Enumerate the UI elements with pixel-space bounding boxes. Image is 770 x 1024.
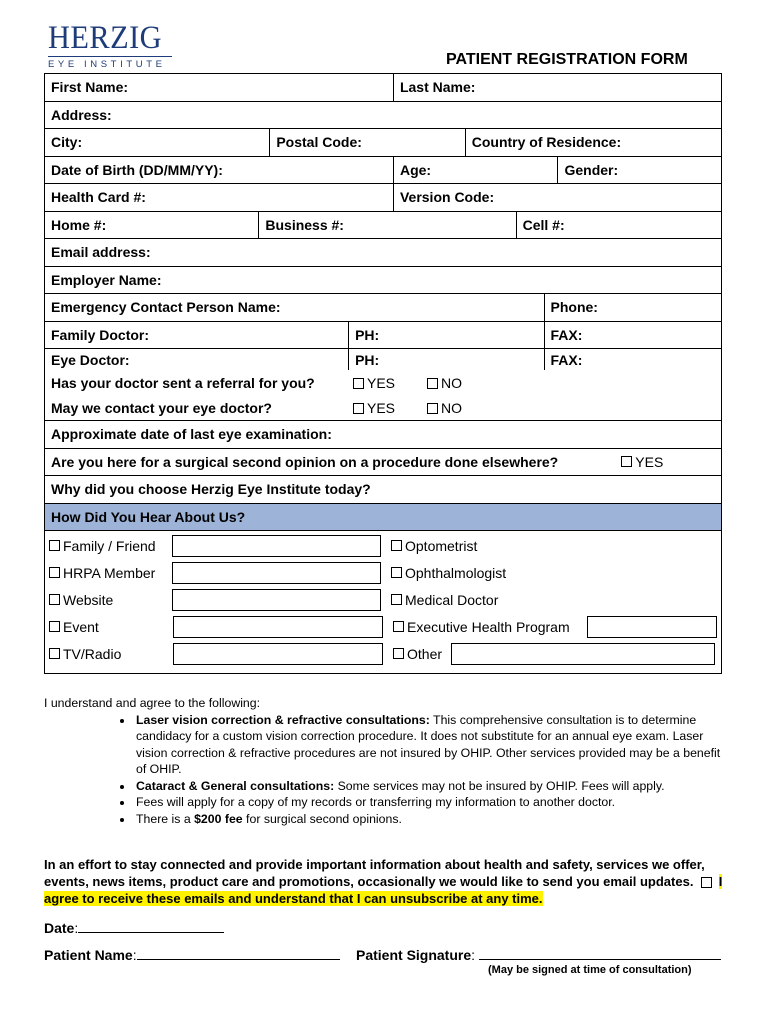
checkbox-icon	[49, 540, 60, 551]
checkbox-icon	[391, 567, 402, 578]
date-underline	[78, 920, 224, 933]
yes-label: YES	[367, 375, 396, 391]
employer-field[interactable]	[45, 267, 721, 294]
checkbox-icon	[353, 403, 364, 414]
hear-input-tv-radio[interactable]	[173, 643, 383, 665]
patient-signature-underline	[479, 947, 721, 960]
logo-subtitle: EYE INSTITUTE	[48, 59, 166, 70]
checkbox-icon	[393, 648, 404, 659]
row-last-exam	[45, 421, 721, 449]
hear-row	[45, 586, 721, 613]
home-phone-label: Home #:	[51, 216, 107, 233]
hear-option-label: Website	[63, 591, 114, 608]
row-city	[45, 129, 721, 157]
email-notice	[44, 856, 734, 907]
country-field[interactable]	[465, 129, 721, 156]
eye-doctor-ph-label: PH:	[355, 351, 380, 368]
family-doctor-fax-field[interactable]	[544, 322, 721, 349]
address-label: Address:	[51, 106, 112, 123]
hear-option-label: Event	[63, 618, 99, 635]
no-label: NO	[441, 400, 462, 416]
email-field[interactable]	[45, 239, 721, 266]
row-family-doctor	[45, 322, 721, 350]
hear-option-website[interactable]	[45, 592, 172, 608]
hear-input-event[interactable]	[173, 616, 383, 638]
yes-label: YES	[367, 400, 396, 416]
terms-item-text: Fees will apply for a copy of my records or transferring my information to another doctor.	[136, 795, 616, 809]
terms-item	[134, 811, 724, 828]
terms-item-text: This comprehensive consultation is to determine candidacy for a custom vision correction procedure. It does not substitute for an annual eye exam. Laser vision correction & refractive procedures are not insured by OHIP. Other services provided may be a benefit of OHIP.	[136, 712, 721, 776]
eye-doctor-field[interactable]	[45, 349, 348, 370]
terms-item-text: for surgical second opinions.	[242, 811, 402, 826]
patient-signature-label: Patient Signature	[356, 947, 472, 963]
family-doctor-fax-label: FAX:	[550, 326, 583, 343]
hear-header	[45, 504, 721, 532]
first-name-label: First Name:	[51, 79, 129, 96]
row-referral	[45, 370, 721, 396]
dob-field[interactable]	[45, 157, 393, 184]
terms-item	[134, 712, 724, 778]
hear-option-label: Other	[407, 645, 443, 662]
gender-label: Gender:	[564, 161, 619, 178]
row-eye-doctor	[45, 349, 721, 370]
employer-label: Employer Name:	[51, 271, 162, 288]
checkbox-icon	[393, 621, 404, 632]
business-phone-label: Business #:	[265, 216, 344, 233]
terms-item	[134, 794, 724, 811]
patient-name-label: Patient Name	[44, 947, 133, 963]
checkbox-icon	[427, 403, 438, 414]
hear-option-family-friend[interactable]	[45, 538, 172, 554]
terms-item-text: There is a	[136, 811, 195, 826]
email-notice-text: In an effort to stay connected and provide important information about health and safety, services we offer, events, news items, product care and promotions, occasionally we would like to send you email updates.	[44, 857, 705, 889]
eye-doctor-label: Eye Doctor:	[51, 351, 130, 368]
terms-item-text: Some services may not be insured by OHIP. Fees will apply.	[334, 778, 665, 793]
hear-option-optometrist[interactable]	[381, 538, 721, 554]
hear-option-event[interactable]	[45, 619, 173, 635]
hear-header-text: How Did You Hear About Us?	[51, 508, 246, 525]
signature-note: (May be signed at time of consultation)	[488, 964, 692, 976]
hear-option-tv-radio[interactable]	[45, 646, 173, 662]
contact-no-checkbox[interactable]	[419, 396, 499, 420]
row-contact-doctor	[45, 396, 721, 421]
age-field[interactable]	[393, 157, 558, 184]
no-label: NO	[441, 375, 462, 391]
family-doctor-ph-label: PH:	[355, 326, 380, 343]
home-phone-field[interactable]	[45, 212, 258, 239]
checkbox-icon	[49, 621, 60, 632]
eye-doctor-ph-field[interactable]	[348, 349, 543, 370]
postal-code-field[interactable]	[269, 129, 464, 156]
terms-list	[44, 712, 724, 828]
hear-option-label: Executive Health Program	[407, 618, 570, 635]
checkbox-icon	[391, 540, 402, 551]
checkbox-icon	[49, 594, 60, 605]
patient-signature-line[interactable]: Patient Signature:	[356, 947, 721, 963]
second-opinion-yes-checkbox[interactable]	[613, 449, 721, 476]
email-consent-text: I agree to receive these emails and understand that I can unsubscribe at any time.	[44, 874, 723, 906]
logo-divider	[48, 56, 172, 57]
hear-option-label: Ophthalmologist	[405, 564, 507, 581]
hear-options	[45, 531, 721, 673]
referral-question-text: Has your doctor sent a referral for you?	[51, 375, 315, 391]
why-label: Why did you choose Herzig Eye Institute today?	[51, 481, 371, 498]
terms-item	[134, 778, 724, 795]
logo-wordmark: HERZIG	[48, 20, 163, 56]
city-field[interactable]	[45, 129, 269, 156]
family-doctor-label: Family Doctor:	[51, 326, 150, 343]
checkbox-icon	[391, 594, 402, 605]
hear-row	[45, 640, 721, 667]
first-name-field[interactable]	[45, 74, 393, 101]
hear-option-label: TV/Radio	[63, 645, 122, 662]
second-opinion-text: Are you here for a surgical second opinion on a procedure done elsewhere?	[51, 453, 559, 470]
cell-phone-label: Cell #:	[522, 216, 565, 233]
health-card-field[interactable]	[45, 184, 393, 211]
date-line[interactable]: Date:	[44, 920, 224, 936]
email-consent-checkbox[interactable]	[701, 877, 712, 888]
hear-row	[45, 613, 721, 640]
hear-option-hrpa[interactable]	[45, 565, 172, 581]
hear-header-label	[45, 504, 721, 531]
hear-option-executive-health[interactable]	[383, 619, 587, 635]
registration-form	[44, 73, 722, 674]
hear-input-website[interactable]	[172, 589, 381, 611]
dob-label: Date of Birth (DD/MM/YY):	[51, 161, 223, 178]
checkbox-icon	[49, 567, 60, 578]
hear-row	[45, 532, 721, 559]
gender-field[interactable]	[557, 157, 721, 184]
hear-input-family-friend[interactable]	[172, 535, 381, 557]
row-address	[45, 102, 721, 130]
terms-intro: I understand and agree to the following:	[44, 696, 261, 710]
eye-doctor-fax-label: FAX:	[550, 351, 583, 368]
age-label: Age:	[399, 161, 432, 178]
referral-question	[45, 370, 345, 396]
terms-section	[44, 695, 724, 827]
yes-label: YES	[635, 453, 664, 470]
referral-no-checkbox[interactable]	[419, 370, 499, 396]
why-field[interactable]	[45, 476, 721, 503]
row-second-opinion	[45, 449, 721, 477]
business-phone-field[interactable]	[258, 212, 515, 239]
row-why	[45, 476, 721, 504]
last-name-field[interactable]	[393, 74, 721, 101]
hear-option-label: Family / Friend	[63, 537, 156, 554]
last-exam-label: Approximate date of last eye examination:	[51, 426, 332, 443]
version-code-field[interactable]	[393, 184, 721, 211]
emergency-contact-label: Emergency Contact Person Name:	[51, 299, 281, 316]
contact-yes-checkbox[interactable]	[345, 396, 419, 420]
row-dob	[45, 157, 721, 185]
hear-row	[45, 559, 721, 586]
hear-option-label: Medical Doctor	[405, 591, 499, 608]
checkbox-icon	[427, 378, 438, 389]
contact-question-text: May we contact your eye doctor?	[51, 400, 272, 416]
date-label: Date	[44, 920, 75, 936]
row-health-card	[45, 184, 721, 212]
hear-option-other[interactable]	[383, 646, 451, 662]
row-emergency	[45, 294, 721, 322]
hear-input-hrpa[interactable]	[172, 562, 381, 584]
hear-input-other[interactable]	[451, 643, 715, 665]
checkbox-icon	[353, 378, 364, 389]
last-exam-field[interactable]	[45, 421, 721, 448]
checkbox-icon	[49, 648, 60, 659]
checkbox-icon	[621, 456, 632, 467]
second-opinion-question	[45, 449, 613, 476]
terms-item-heading: Cataract & General consultations:	[136, 778, 335, 793]
email-label: Email address:	[51, 244, 151, 261]
version-code-label: Version Code:	[399, 189, 495, 206]
hear-option-medical-doctor[interactable]	[381, 592, 721, 608]
referral-yes-checkbox[interactable]	[345, 370, 419, 396]
country-label: Country of Residence:	[471, 134, 622, 151]
terms-item-heading: Laser vision correction & refractive consultations:	[136, 712, 430, 727]
patient-name-underline	[137, 947, 340, 960]
emergency-phone-label: Phone:	[550, 299, 598, 316]
hear-input-executive-health[interactable]	[587, 616, 717, 638]
last-name-label: Last Name:	[399, 79, 476, 96]
emergency-phone-field[interactable]	[544, 294, 722, 321]
hear-option-ophthalmologist[interactable]	[381, 565, 721, 581]
patient-name-line[interactable]: Patient Name:	[44, 947, 340, 963]
cell-phone-field[interactable]	[516, 212, 721, 239]
city-label: City:	[51, 134, 83, 151]
emergency-contact-field[interactable]	[45, 294, 544, 321]
family-doctor-field[interactable]	[45, 322, 348, 349]
eye-doctor-fax-field[interactable]	[544, 349, 721, 370]
postal-code-label: Postal Code:	[276, 134, 362, 151]
address-field[interactable]	[45, 102, 721, 129]
hear-option-label: Optometrist	[405, 537, 478, 554]
row-name	[45, 74, 721, 102]
hear-option-label: HRPA Member	[63, 564, 156, 581]
fee-amount: $200 fee	[194, 811, 243, 826]
row-phones	[45, 212, 721, 240]
logo	[48, 22, 172, 70]
form-title: PATIENT REGISTRATION FORM	[446, 51, 688, 68]
contact-question	[45, 396, 345, 420]
family-doctor-ph-field[interactable]	[348, 322, 543, 349]
row-employer	[45, 267, 721, 295]
row-email	[45, 239, 721, 267]
health-card-label: Health Card #:	[51, 189, 146, 206]
